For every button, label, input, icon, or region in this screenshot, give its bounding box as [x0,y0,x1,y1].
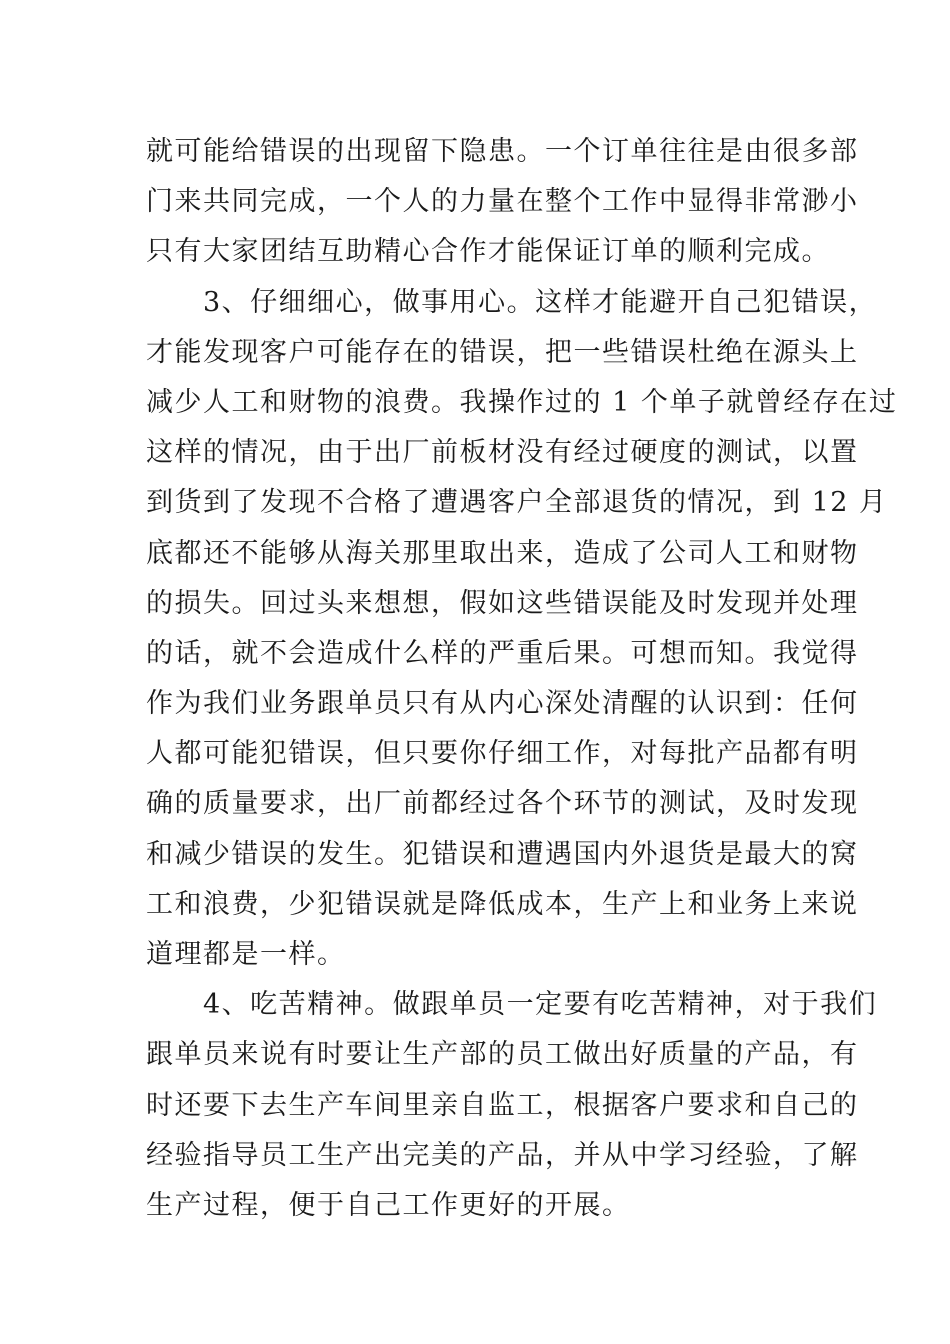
text-line: 作为我们业务跟单员只有从内心深处清醒的认识到：任何 [146,688,859,720]
text-line: 生产过程，便于自己工作更好的开展。 [146,1189,631,1221]
text-line: 减少人工和财物的浪费。我操作过的 1 个单子就曾经存在过 [146,386,898,418]
text-line: 时还要下去生产车间里亲自监工，根据客户要求和自己的 [146,1089,859,1121]
body-text [146,127,898,1231]
text-line: 的话，就不会造成什么样的严重后果。可想而知。我觉得 [146,637,859,669]
text-line: 才能发现客户可能存在的错误，把一些错误杜绝在源头上 [146,336,859,368]
text-line: 这样的情况，由于出厂前板材没有经过硬度的测试，以置 [146,437,859,469]
text-line: 道理都是一样。 [146,939,346,970]
text-line: 和减少错误的发生。犯错误和遭遇国内外退货是最大的窝 [146,838,859,870]
text-line: 工和浪费，少犯错误就是降低成本，生产上和业务上来说 [146,888,859,920]
text-line: 跟单员来说有时要让生产部的员工做出好质量的产品，有 [146,1039,859,1071]
text-line: 门来共同完成，一个人的力量在整个工作中显得非常渺小 [146,186,859,218]
text-line: 经验指导员工生产出完美的产品，并从中学习经验，了解 [146,1139,859,1171]
text-line: 确的质量要求，出厂前都经过各个环节的测试，及时发现 [146,788,859,820]
text-line: 底都还不能够从海关那里取出来，造成了公司人工和财物 [146,537,859,569]
text-line: 4、吃苦精神。做跟单员一定要有吃苦精神，对于我们 [203,989,878,1021]
text-line: 的损失。回过头来想想，假如这些错误能及时发现并处理 [146,587,859,619]
text-line: 就可能给错误的出现留下隐患。一个订单往往是由很多部 [146,136,859,167]
text-line: 人都可能犯错误，但只要你仔细工作，对每批产品都有明 [146,738,859,770]
text-line: 3、仔细细心，做事用心。这样才能避开自己犯错误， [203,286,878,318]
text-line: 只有大家团结互助精心合作才能保证订单的顺利完成。 [146,236,830,268]
text-line: 到货到了发现不合格了遭遇客户全部退货的情况，到 12 月 [146,487,888,519]
